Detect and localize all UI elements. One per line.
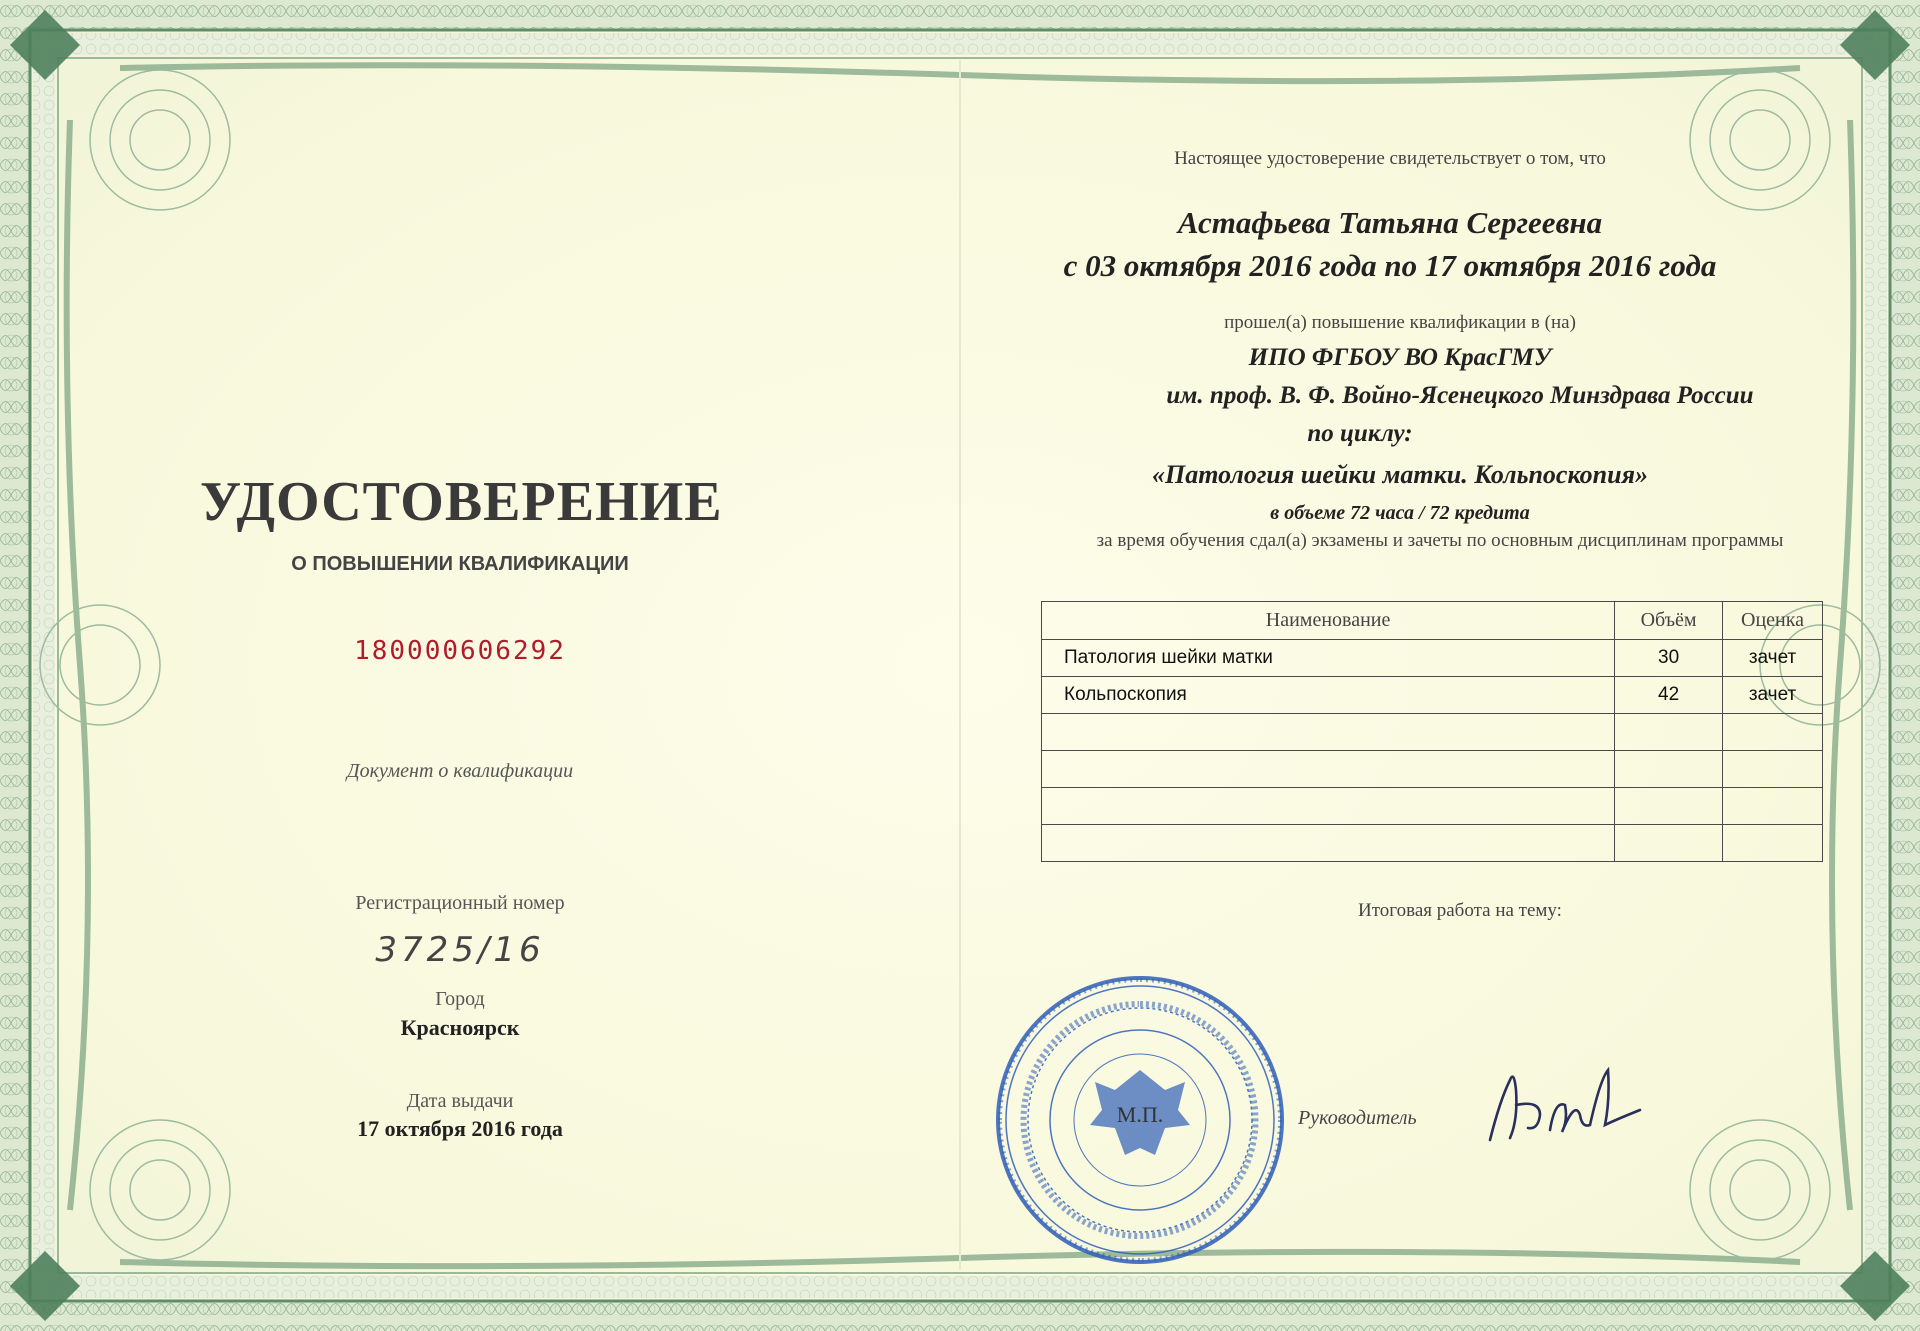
document-subtitle: О ПОВЫШЕНИИ КВАЛИФИКАЦИИ	[291, 553, 629, 575]
subject-name	[1042, 825, 1615, 862]
table-row	[1042, 714, 1823, 751]
subject-name: Патология шейки матки	[1042, 640, 1615, 677]
person-name: Астафьева Татьяна Сергеевна	[1177, 205, 1603, 240]
table-row	[1042, 788, 1823, 825]
registration-number: 3725/16	[375, 930, 545, 970]
training-period: с 03 октября 2016 года по 17 октября 2016 года	[1063, 248, 1717, 283]
stamp-mp-mark: М.П.	[1116, 1102, 1164, 1127]
subjects-table	[1041, 601, 1823, 862]
subject-grade: зачет	[1723, 677, 1823, 714]
subject-grade	[1723, 788, 1823, 825]
institution-line-2: им. проф. В. Ф. Войно-Ясенецкого Минздрава России	[1166, 382, 1754, 409]
course-volume: в объеме 72 часа / 72 кредита	[1270, 502, 1530, 524]
exams-text: за время обучения сдал(а) экзамены и зачеты по основным дисциплинам программы	[1096, 530, 1784, 551]
subject-name	[1042, 788, 1615, 825]
subject-volume	[1615, 825, 1723, 862]
passed-text: прошел(а) повышение квалификации в (на)	[1224, 312, 1576, 333]
head-label: Руководитель	[1298, 1107, 1417, 1129]
qualification-document-label: Документ о квалификации	[346, 760, 574, 782]
course-name: «Патология шейки матки. Кольпоскопия»	[1152, 460, 1648, 489]
subject-name	[1042, 751, 1615, 788]
table-header-row	[1042, 602, 1823, 640]
header-grade: Оценка	[1723, 602, 1823, 640]
issue-date-label: Дата выдачи	[406, 1090, 514, 1112]
subject-volume: 42	[1615, 677, 1723, 714]
table-row	[1042, 640, 1823, 677]
table-row	[1042, 751, 1823, 788]
subject-grade	[1723, 825, 1823, 862]
table-row	[1042, 825, 1823, 862]
header-name: Наименование	[1042, 602, 1615, 640]
intro-text: Настоящее удостоверение свидетельствует о том, что	[1174, 148, 1606, 169]
city-label: Город	[435, 988, 485, 1010]
city-value: Красноярск	[400, 1015, 520, 1040]
issue-date-value: 17 октября 2016 года	[357, 1116, 563, 1141]
subject-name: Кольпоскопия	[1042, 677, 1615, 714]
subject-volume	[1615, 714, 1723, 751]
signature	[1480, 1060, 1650, 1150]
subject-volume	[1615, 788, 1723, 825]
subject-volume: 30	[1615, 640, 1723, 677]
registration-label: Регистрационный номер	[355, 892, 565, 914]
institution-line-1: ИПО ФГБОУ ВО КрасГМУ	[1248, 344, 1552, 371]
serial-number: 180000606292	[354, 636, 566, 666]
document-title: УДОСТОВЕРЕНИЕ	[200, 471, 723, 533]
subject-volume	[1615, 751, 1723, 788]
header-volume: Объём	[1615, 602, 1723, 640]
subject-grade	[1723, 714, 1823, 751]
table-row	[1042, 677, 1823, 714]
official-stamp	[990, 970, 1290, 1270]
final-work-label: Итоговая работа на тему:	[1358, 900, 1562, 921]
subject-name	[1042, 714, 1615, 751]
subject-grade: зачет	[1723, 640, 1823, 677]
cycle-label: по циклу:	[1307, 420, 1413, 447]
subject-grade	[1723, 751, 1823, 788]
